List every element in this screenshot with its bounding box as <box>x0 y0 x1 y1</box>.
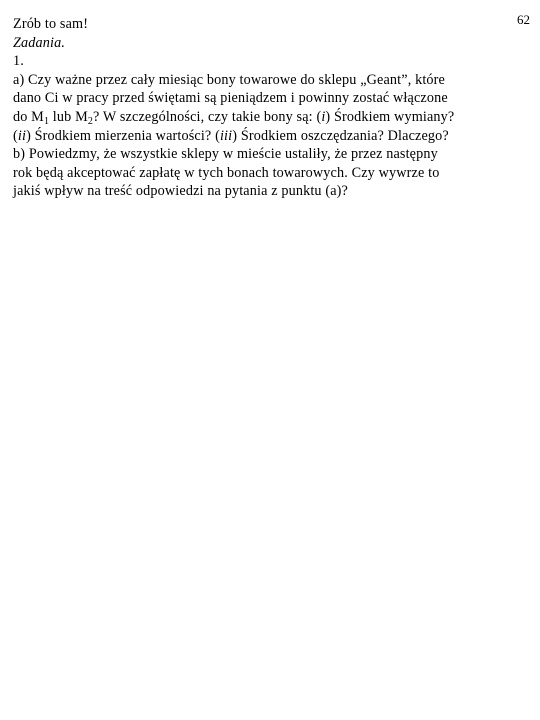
task-a-line-3-post-a: ? W szczególności, czy takie bony są: ( <box>93 108 322 125</box>
task-a-line-1: a) Czy ważne przez cały miesiąc bony towarowe do sklepu „Geant”, które <box>13 71 446 88</box>
section-title: Zrób to sam! <box>13 16 89 32</box>
task-a-line-4-end: ) Środkiem oszczędzania? Dlaczego? <box>232 127 449 144</box>
task-number: 1. <box>13 53 24 70</box>
page-number: 62 <box>517 12 530 27</box>
task-a-line-3 <box>13 108 533 127</box>
roman-ii: ii <box>17 127 27 144</box>
task-a-line-4-open: ( <box>13 127 18 144</box>
task-b-line-3: jakiś wpływ na treść odpowiedzi na pytania z punktu (a)? <box>13 183 349 200</box>
subscript-1: 1 <box>43 115 50 127</box>
task-a-line-3-mid: lub M <box>49 108 88 125</box>
roman-i: i <box>321 108 326 125</box>
section-subtitle: Zadania. <box>13 34 66 51</box>
task-b-line-2: rok będą akceptować zapłatę w tych bonach towarowych. Czy wywrze to <box>13 164 440 181</box>
task-a-line-2: dano Ci w pracy przed świętami są pieniądzem i powinny zostać włączone <box>13 90 448 107</box>
roman-iii: iii <box>219 127 233 144</box>
task-a-line-4 <box>13 127 533 146</box>
task-a-line-4-mid: ) Środkiem mierzenia wartości? ( <box>26 127 220 144</box>
subscript-2: 2 <box>87 115 94 127</box>
task-b-line-1: b) Powiedzmy, że wszystkie sklepy w mieście ustaliły, że przez następny <box>13 146 438 163</box>
task-a-line-3-pre: do M <box>13 108 44 125</box>
document-body <box>13 15 533 201</box>
task-a-line-3-post-b: ) Środkiem wymiany? <box>325 108 455 125</box>
